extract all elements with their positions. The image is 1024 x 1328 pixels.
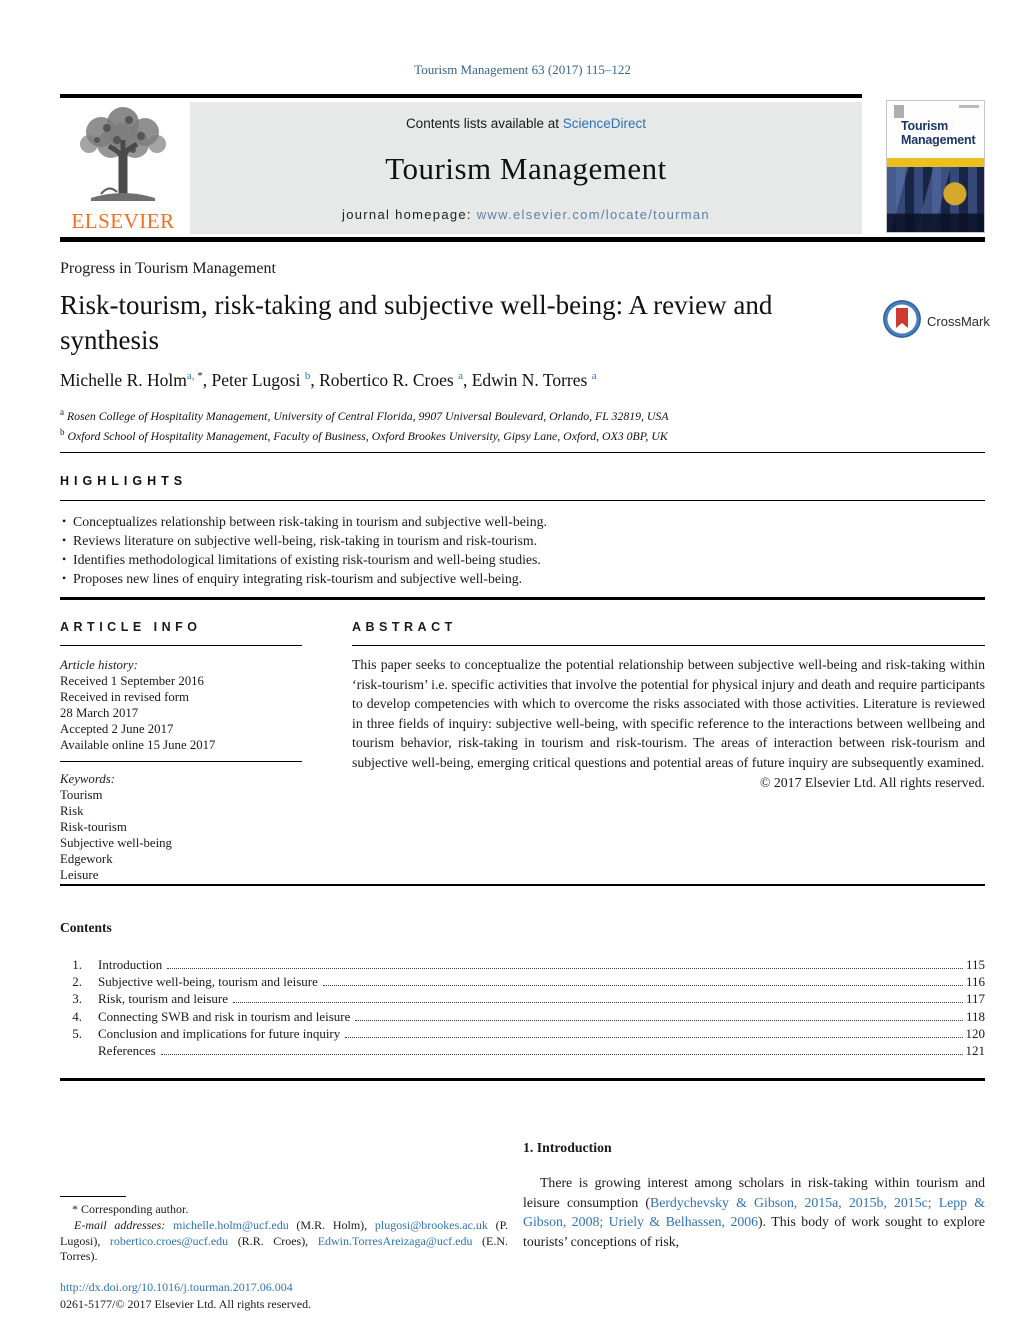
toc-page-number: 117 — [965, 991, 985, 1007]
email-link[interactable]: robertico.croes@ucf.edu — [109, 1233, 229, 1248]
email-label: E-mail addresses: — [74, 1218, 166, 1232]
author-affil-sup[interactable]: b — [304, 370, 311, 383]
author-name: Peter Lugosi — [211, 370, 301, 390]
toc-number: 2. — [72, 974, 82, 990]
author-affil-sup[interactable]: a — [591, 370, 597, 383]
highlight-item: • Reviews literature on subjective well-being, risk-taking in tourism and risk-tourism. — [60, 531, 985, 550]
abstract-rule — [352, 645, 985, 646]
highlight-item: • Identifies methodological limitations of existing risk-tourism and well-being studies. — [60, 550, 985, 569]
highlights-heading: HIGHLIGHTS — [60, 474, 188, 488]
author-list: Michelle R. Holm$^{a, *}$, Peter Lugosi $^b$, Robertico R. Croes $^a$, Edwin N. Torres $^a$ — [60, 370, 597, 390]
cover-top — [887, 101, 984, 158]
issn-copyright-line: 0261-5177/© 2017 Elsevier Ltd. All rights reserved. — [60, 1297, 312, 1311]
keywords-label: Keywords: — [60, 772, 115, 786]
keywords-block — [60, 771, 320, 883]
keyword: Subjective well-being — [60, 836, 172, 850]
table-of-contents — [62, 956, 985, 1059]
toc-row[interactable] — [62, 1008, 985, 1025]
toc-dot-leader — [233, 1002, 963, 1003]
citation-link[interactable]: Berdychevsky & Gibson, 2015a, 2015b, 2015c; Lepp & Gibson, 2008; Uriely & Belhassen, 2006 — [523, 1194, 985, 1230]
toc-number: 1. — [72, 957, 82, 972]
toc-row[interactable] — [62, 973, 985, 990]
author-name: Robertico R. Croes — [319, 370, 454, 390]
abstract-text — [352, 655, 985, 792]
cover-photo-collage — [887, 167, 984, 233]
highlights-list — [60, 512, 985, 588]
toc-row[interactable] — [62, 956, 985, 973]
toc-label[interactable]: Subjective well-being, tourism and leisure — [98, 974, 318, 990]
crossmark-badge[interactable] — [882, 298, 990, 344]
doi-link[interactable]: http://dx.doi.org/10.1016/j.tourman.2017.06.004 — [60, 1280, 293, 1294]
info-abstract-bottom-rule — [60, 884, 985, 886]
corresponding-author-note: * Corresponding author. — [72, 1202, 189, 1216]
homepage-prefix: journal homepage: — [342, 207, 477, 222]
sciencedirect-link[interactable]: ScienceDirect — [562, 116, 647, 131]
toc-page-number: 116 — [965, 974, 985, 990]
toc-dot-leader — [167, 968, 963, 969]
toc-page-number: 115 — [965, 957, 985, 972]
affiliation-line: $^a$ Rosen College of Hospitality Management, University of Central Florida, 9907 Universal Boulevard, Orlando, FL 32819, USA — [60, 407, 669, 423]
email-link[interactable]: plugosi@brookes.ac.uk — [374, 1218, 488, 1232]
cover-publisher-mark-icon — [894, 105, 904, 118]
toc-label[interactable]: Risk, tourism and leisure — [98, 991, 228, 1007]
intro-text: ). This body of work sought to explore tourists’ conceptions of risk, — [523, 1214, 985, 1249]
article-info-heading: ARTICLE INFO — [60, 620, 202, 634]
journal-masthead — [190, 102, 862, 234]
contents-heading: Contents — [60, 920, 112, 935]
copyright-line: © 2017 Elsevier Ltd. All rights reserved. — [759, 774, 985, 790]
contents-availability-prefix: Contents lists available at — [405, 116, 563, 131]
toc-page-number: 118 — [965, 1008, 985, 1024]
highlights-bottom-rule — [60, 597, 985, 600]
journal-homepage-line — [342, 207, 710, 222]
keyword: Risk-tourism — [60, 820, 127, 834]
paper-title: Risk-tourism, risk-taking and subjective well-being: A review and synthesis — [60, 290, 773, 355]
cover-title-line1: Tourism — [901, 119, 948, 133]
history-line: Available online 15 June 2017 — [60, 738, 216, 752]
toc-page-number: 121 — [965, 1043, 985, 1059]
keyword: Risk — [60, 804, 84, 818]
author-affil-sup[interactable]: a — [458, 370, 463, 383]
cover-title-line2: Management — [901, 133, 976, 148]
highlight-item: • Proposes new lines of enquiry integrating risk-tourism and subjective well-being. — [60, 569, 985, 588]
homepage-url-link[interactable]: www.elsevier.com/locate/tourman — [476, 207, 710, 222]
author-affil-sup[interactable]: a, * — [186, 370, 203, 383]
keyword: Leisure — [60, 868, 99, 882]
highlights-top-rule — [60, 452, 985, 453]
contents-availability-line — [406, 116, 646, 131]
toc-dot-leader — [355, 1020, 963, 1021]
footnote-rule — [60, 1196, 126, 1197]
toc-label[interactable]: Introduction — [98, 957, 163, 972]
toc-number: 4. — [72, 1008, 82, 1024]
toc-row[interactable] — [62, 1042, 985, 1059]
toc-number: 5. — [72, 1025, 82, 1041]
journal-citation-line: Tourism Management 63 (2017) 115–122 — [414, 62, 631, 77]
history-line: Accepted 2 June 2017 — [60, 722, 174, 736]
highlight-item: • Conceptualizes relationship between risk-taking in tourism and subjective well-being. — [60, 512, 985, 531]
email-link[interactable]: michelle.holm@ucf.edu — [173, 1218, 289, 1232]
journal-cover-thumbnail[interactable] — [886, 100, 985, 233]
toc-number: 3. — [72, 991, 82, 1007]
elsevier-wordmark: ELSEVIER — [71, 209, 175, 233]
cover-issue-text — [959, 105, 979, 108]
affiliation-line: $^b$ Oxford School of Hospitality Management, Faculty of Business, Oxford Brookes University, Gipsy Lane, Oxford, OX3 0BP, UK — [60, 426, 668, 443]
elsevier-logo[interactable] — [60, 102, 186, 234]
crossmark-icon — [882, 299, 922, 344]
section-heading-introduction: 1. Introduction — [523, 1140, 612, 1155]
masthead-bottom-rule — [60, 237, 985, 242]
intro-text: There is growing interest among scholars in risk-taking within tourism and leisure consumption ( — [523, 1175, 985, 1210]
article-history-label: Article history: — [60, 658, 138, 672]
history-line: Received 1 September 2016 — [60, 674, 204, 688]
toc-dot-leader — [345, 1037, 962, 1038]
toc-label[interactable]: Connecting SWB and risk in tourism and leisure — [98, 1008, 351, 1024]
email-link[interactable]: Edwin.TorresAreizaga@ucf.edu — [317, 1233, 473, 1248]
toc-page-number: 120 — [965, 1025, 985, 1041]
masthead-top-rule — [60, 94, 862, 98]
author-name: Edwin N. Torres — [471, 370, 588, 390]
journal-title: Tourism Management — [385, 151, 667, 186]
keywords-rule — [60, 761, 302, 762]
journal-section-label: Progress in Tourism Management — [60, 260, 276, 277]
introduction-paragraph — [523, 1173, 985, 1251]
email-addresses-note: E-mail addresses: michelle.holm@ucf.edu (M.R. Holm), plugosi@brookes.ac.uk (P. Lugosi), robertico.croes@ucf.edu (R.R. Croes), Edwin.TorresAreizaga@ucf.edu (E.N. Torres). — [60, 1218, 509, 1264]
history-line: 28 March 2017 — [60, 706, 139, 720]
article-history — [60, 657, 320, 753]
elsevier-tree-icon — [71, 106, 175, 211]
keyword: Edgework — [60, 852, 113, 866]
author-name: Michelle R. Holm — [60, 370, 187, 390]
article-info-rule — [60, 645, 302, 646]
abstract-heading: ABSTRACT — [352, 620, 457, 634]
toc-dot-leader — [161, 1054, 963, 1055]
abstract-paragraph: This paper seeks to conceptualize the potential relationship between subjective well-being and risk-taking within ‘risk-tourism’ i.e. specific activities that involve the potential for physical injury and death and require participants to develop competencies with which to overcome the risks associated with those activities. Literature is reviewed in three fields of inquiry: subjective well-being, with specific reference to the interactions between wellbeing and tourism behavior, risk-taking in tourism and risk-tourism. The areas of interaction between risk-tourism and subjective well-being, emerging critical questions and potential areas of future inquiry are subsequently examined. — [352, 657, 985, 770]
cover-yellow-band — [887, 158, 984, 167]
affiliations — [60, 404, 669, 444]
toc-label[interactable]: Conclusion and implications for future inquiry — [98, 1025, 341, 1041]
highlights-heading-rule — [60, 500, 985, 501]
crossmark-label: CrossMark — [927, 313, 990, 329]
keyword: Tourism — [60, 788, 103, 802]
toc-dot-leader — [323, 985, 963, 986]
toc-label[interactable]: References — [98, 1043, 156, 1059]
cover-title — [901, 119, 975, 148]
toc-row[interactable] — [62, 1025, 985, 1042]
history-line: Received in revised form — [60, 690, 189, 704]
toc-row[interactable] — [62, 990, 985, 1007]
contents-bottom-rule — [60, 1078, 985, 1081]
